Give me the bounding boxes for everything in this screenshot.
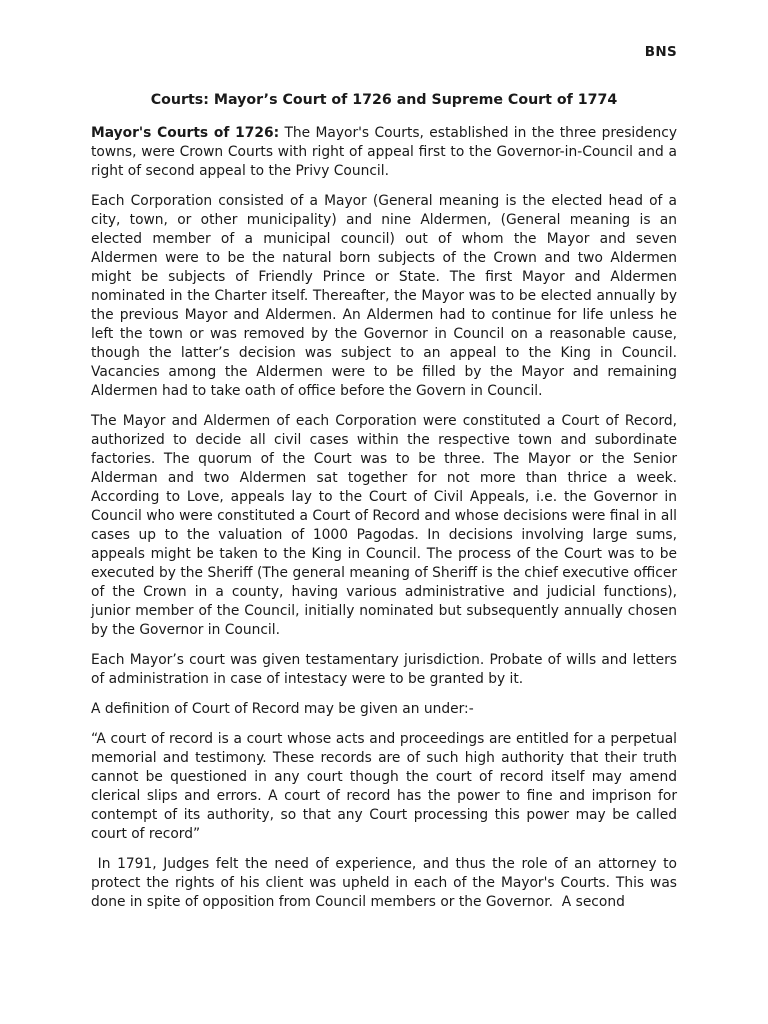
paragraph-1791-judges: In 1791, Judges felt the need of experience, and thus the role of an attorney to protect the rights of his client was upheld in each of the Mayor's Courts. This was done in spite of opposition from Council members or the Governor. A second	[91, 856, 682, 910]
section-lead-heading: Mayor's Courts of 1726:	[91, 125, 280, 141]
paragraph-definition-intro: A definition of Court of Record may be given an under:-	[91, 701, 474, 717]
paragraph-testamentary-jurisdiction: Each Mayor’s court was given testamentary jurisdiction. Probate of wills and letters of administration in case of intestacy were to be granted by it.	[91, 652, 677, 687]
paragraph-corporation: Each Corporation consisted of a Mayor (General meaning is the elected head of a city, town, or other municipality) and nine Aldermen, (General meaning is an elected member of a municipal council) out of whom the Mayor and seven Aldermen were to be the natural born subjects of the Crown and two Aldermen might be subjects of Friendly Prince or State. The first Mayor and Aldermen nominated in the Charter itself. Thereafter, the Mayor was to be elected annually by the previous Mayor and Aldermen. An Aldermen had to continue for life unless he left the town or was removed by the Governor in Council on a reasonable cause, though the latter’s decision was subject to an appeal to the King in Council. Vacancies among the Aldermen were to be filled by the Mayor and remaining Aldermen had to take oath of office before the Govern in Council.	[91, 193, 677, 399]
paragraph-mayors-courts-1726	[91, 124, 677, 181]
paragraph-court-of-record: The Mayor and Aldermen of each Corporation were constituted a Court of Record, authorized to decide all civil cases within the respective town and subordinate factories. The quorum of the Court was to be three. The Mayor or the Senior Alderman and two Aldermen sat together for not more than thrice a week. According to Love, appeals lay to the Court of Civil Appeals, i.e. the Governor in Council who were constituted a Court of Record and whose decisions were final in all cases up to the valuation of 1000 Pagodas. In decisions involving large sums, appeals might be taken to the King in Council. The process of the Court was to be executed by the Sheriff (The general meaning of Sheriff is the chief executive officer of the Crown in a county, having various administrative and judicial functions), junior member of the Council, initially nominated but subsequently annually chosen by the Governor in Council.	[91, 413, 677, 638]
header-initials: BNS	[644, 44, 677, 60]
document-page	[91, 0, 682, 1024]
paragraph-definition-quote: “A court of record is a court whose acts and proceedings are entitled for a perpetual memorial and testimony. These records are of such high authority that their truth cannot be questioned in any court though the court of record itself may amend clerical slips and errors. A court of record has the power to fine and imprison for contempt of its authority, so that any Court processing this power may be called court of record”	[91, 731, 677, 842]
document-title: Courts: Mayor’s Court of 1726 and Supreme Court of 1774	[150, 92, 618, 108]
document-body	[91, 124, 682, 923]
section-lead-text: The Mayor's Courts, established in the three presidency towns, were Crown Courts with right of appeal first to the Governor-in-Council and a right of second appeal to the Privy Council.	[91, 125, 677, 179]
